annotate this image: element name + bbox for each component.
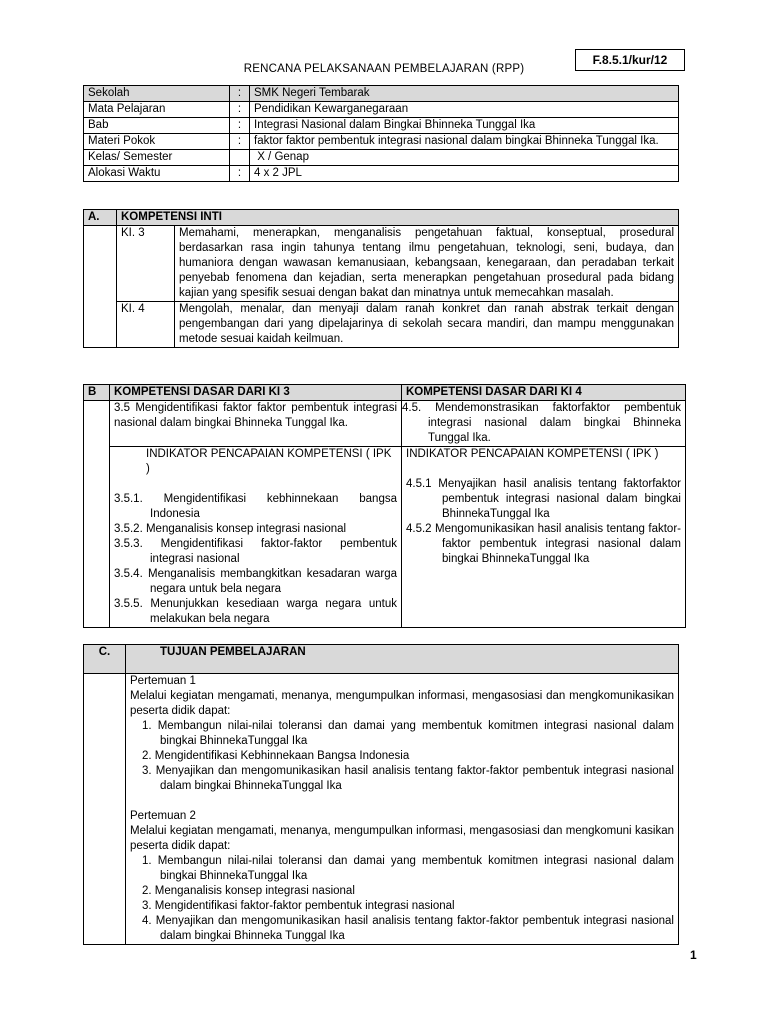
ki4-text: Mengolah, menalar, dan menyaji dalam ranah konkret dan ranah abstrak terkait dengan pengembangan dari yang dipelajarinya di sekolah secara mandiri, dan mampu menggunakan metode sesuai kaidah keilmuan.: [175, 302, 679, 348]
section-a-header: [84, 210, 679, 226]
section-c-letter: C.: [84, 645, 126, 674]
ipk4-item: 4.5.1 Menyajikan hasil analisis tentang faktorfaktor pembentuk integrasi nasional dalam bingkai BhinnekaTunggal Ika: [406, 478, 681, 520]
tujuan-item: 2. Menganalisis konsep integrasi nasional: [142, 885, 355, 897]
identity-label: Mata Pelajaran: [84, 102, 230, 118]
identity-sep: :: [230, 134, 250, 150]
ipk3-item: 3.5.1. Mengidentifikasi kebhinnekaan bangsa Indonesia: [114, 493, 397, 520]
identity-sep: [230, 150, 250, 166]
identity-label: Alokasi Waktu: [84, 166, 230, 182]
identity-value: X / Genap: [250, 150, 679, 166]
kd-row: [84, 401, 686, 447]
identity-label: Kelas/ Semester: [84, 150, 230, 166]
document-title: RENCANA PELAKSANAAN PEMBELAJARAN (RPP): [243, 63, 525, 75]
ipk3-cell: [110, 447, 402, 628]
page-number: 1: [690, 948, 697, 962]
section-c-body: [84, 674, 679, 945]
ipk-row: [84, 447, 686, 628]
meeting-1: [130, 674, 674, 794]
ki3-row: [84, 226, 679, 302]
identity-value: faktor faktor pembentuk integrasi nasional dalam bingkai Bhinneka Tunggal Ika.: [250, 134, 679, 150]
identity-label: Sekolah: [84, 86, 230, 102]
ipk3-item: 3.5.2. Menganalisis konsep integrasi nasional: [114, 523, 347, 535]
ki3-text: Memahami, menerapkan, menganalisis pengetahuan faktual, konseptual, prosedural berdasarkan rasa ingin tahunya tentang ilmu pengetahuan, teknologi, seni, budaya, dan humaniora dengan wawasan kemanusiaan, kebangsaan, kenegaraan, dan peradaban terkait penyebab fenomena dan kejadian, serta menerapkan pengetahuan prosedural pada bidang kajian yang spesifik sesuai dengan bakat dan minatnya untuk memecahkan masalah.: [175, 226, 679, 302]
form-code-box: F.8.5.1/kur/12: [575, 49, 685, 71]
identity-row-mapel: [84, 102, 679, 118]
ki4-row: [84, 302, 679, 348]
tujuan-item: 3. Mengidentifikasi faktor-faktor pembentuk integrasi nasional: [142, 900, 455, 912]
identity-value: SMK Negeri Tembarak: [250, 86, 679, 102]
tujuan-item: 1. Membangun nilai-nilai toleransi dan damai yang membentuk komitmen integrasi nasional dalam bingkai BhinnekaTunggal Ika: [142, 720, 674, 747]
section-a-title: KOMPETENSI INTI: [117, 210, 679, 226]
ipk3-title: INDIKATOR PENCAPAIAN KOMPETENSI ( IPK ): [146, 448, 392, 475]
section-c-table: [83, 644, 679, 945]
kd4-text: 4.5. Mendemonstrasikan faktorfaktor pembentuk integrasi nasional dalam bingkai Bhinneka Tunggal Ika.: [402, 401, 686, 447]
ipk4-item: 4.5.2 Mengomunikasikan hasil analisis tentang faktor-faktor pembentuk integrasi nasional dalam bingkai BhinnekaTunggal Ika: [406, 523, 681, 565]
identity-sep: :: [230, 118, 250, 134]
identity-value: 4 x 2 JPL: [250, 166, 679, 182]
identity-label: Bab: [84, 118, 230, 134]
identity-sep: :: [230, 102, 250, 118]
ki3-code: KI. 3: [117, 226, 175, 302]
kd4-header: KOMPETENSI DASAR DARI KI 4: [402, 385, 686, 401]
section-a-table: [83, 209, 679, 348]
section-c-header: [84, 645, 679, 674]
section-b-blank: [84, 401, 110, 628]
section-c-blank: [84, 674, 126, 945]
identity-value: Pendidikan Kewarganegaraan: [250, 102, 679, 118]
ipk4-title: INDIKATOR PENCAPAIAN KOMPETENSI ( IPK ): [406, 448, 659, 460]
tujuan-item: 1. Membangun nilai-nilai toleransi dan damai yang membentuk komitmen integrasi nasional dalam bingkai BhinnekaTunggal Ika: [142, 855, 674, 882]
section-a-letter: A.: [84, 210, 117, 226]
section-b-header: [84, 385, 686, 401]
kd3-text: 3.5 Mengidentifikasi faktor faktor pembentuk integrasi nasional dalam bingkai Bhinneka Tunggal Ika.: [110, 401, 402, 447]
section-b-table: [83, 384, 686, 628]
identity-row-bab: [84, 118, 679, 134]
ipk4-cell: [402, 447, 686, 628]
identity-sep: :: [230, 86, 250, 102]
ipk3-item: 3.5.3. Mengidentifikasi faktor-faktor pembentuk integrasi nasional: [114, 538, 397, 565]
identity-row-sekolah: [84, 86, 679, 102]
tujuan-item: 4. Menyajikan dan mengomunikasikan hasil analisis tentang faktor-faktor pembentuk integrasi nasional dalam bingkai Bhinneka Tunggal Ika: [142, 915, 674, 942]
section-c-title: TUJUAN PEMBELAJARAN: [126, 645, 679, 674]
identity-row-materi: [84, 134, 679, 150]
meeting-title: Pertemuan 2: [130, 810, 196, 822]
identity-table: [83, 85, 679, 182]
ipk3-item: 3.5.4. Menganalisis membangkitkan kesadaran warga negara untuk bela negara: [114, 568, 397, 595]
tujuan-item: 2. Mengidentifikasi Kebhinnekaan Bangsa Indonesia: [142, 750, 410, 762]
identity-row-kelas: [84, 150, 679, 166]
identity-label: Materi Pokok: [84, 134, 230, 150]
kd3-header: KOMPETENSI DASAR DARI KI 3: [110, 385, 402, 401]
identity-sep: :: [230, 166, 250, 182]
meeting-title: Pertemuan 1: [130, 675, 196, 687]
identity-row-alokasi: [84, 166, 679, 182]
ipk3-item: 3.5.5. Menunjukkan kesediaan warga negara untuk melakukan bela negara: [114, 598, 397, 625]
section-b-letter: B: [84, 385, 110, 401]
tujuan-cell: [126, 674, 679, 945]
meeting-intro: Melalui kegiatan mengamati, menanya, mengumpulkan informasi, mengasosiasi dan mengkomuni kasikan peserta didik dapat:: [130, 825, 674, 852]
meeting-intro: Melalui kegiatan mengamati, menanya, mengumpulkan informasi, mengasosiasi dan mengkomunikasikan peserta didik dapat:: [130, 690, 674, 717]
ki4-code: KI. 4: [117, 302, 175, 348]
section-a-blank: [84, 226, 117, 348]
tujuan-item: 3. Menyajikan dan mengomunikasikan hasil analisis tentang faktor-faktor pembentuk integrasi nasional dalam bingkai BhinnekaTunggal Ika: [142, 765, 674, 792]
meeting-2: [130, 809, 674, 944]
identity-value: Integrasi Nasional dalam Bingkai Bhinneka Tunggal Ika: [250, 118, 679, 134]
